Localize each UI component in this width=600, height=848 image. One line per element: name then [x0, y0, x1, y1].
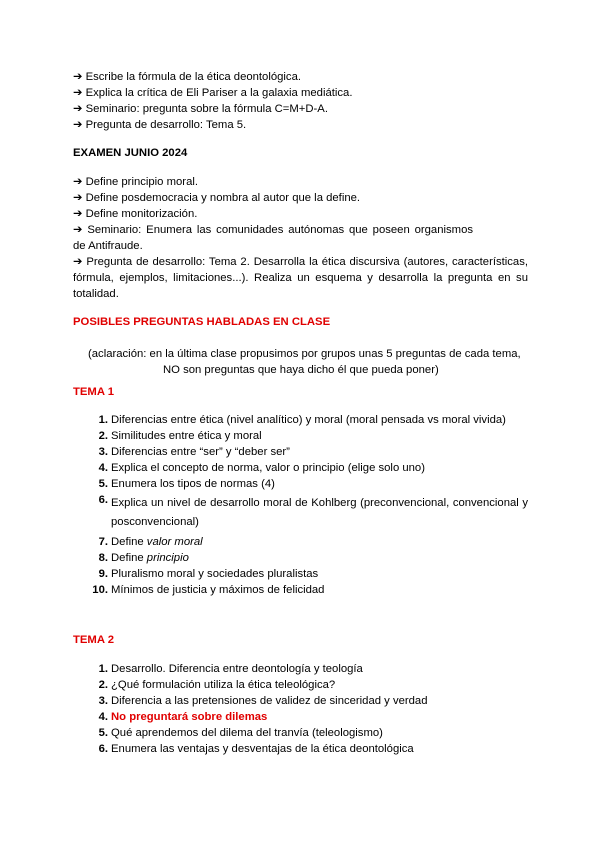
- oral-questions-heading: POSIBLES PREGUNTAS HABLADAS EN CLASE: [73, 316, 331, 328]
- list-item: ➔ Define monitorización.: [73, 208, 198, 220]
- item-number: 6.: [98, 494, 108, 506]
- item-number: 10.: [92, 584, 108, 596]
- item-text: [111, 552, 528, 564]
- item-text: Diferencia a las pretensiones de validez de sinceridad y verdad: [111, 695, 428, 707]
- list-item: [86, 446, 528, 458]
- list-item: [86, 430, 528, 442]
- list-item: [86, 743, 528, 755]
- note-line: NO son preguntas que haya dicho él que pueda poner): [163, 364, 439, 376]
- item-text: [111, 536, 528, 548]
- item-text: Similitudes entre ética y moral: [111, 430, 262, 442]
- item-text: ¿Qué formulación utiliza la ética teleológica?: [111, 679, 336, 691]
- exam-heading: EXAMEN JUNIO 2024: [73, 147, 188, 159]
- item-text: Diferencias entre ética (nivel analítico) y moral (moral pensada vs moral vivida): [111, 414, 506, 426]
- top-question-list: [73, 69, 528, 133]
- list-item: [86, 414, 528, 426]
- tema1-heading: TEMA 1: [73, 386, 115, 398]
- list-item: [86, 478, 528, 490]
- item-text: Explica un nivel de desarrollo moral de Kohlberg (preconvencional, convencional y posconvencional): [111, 497, 528, 528]
- tema1-question-list: [86, 414, 528, 596]
- item-text: Diferencias entre “ser” y “deber ser”: [111, 446, 290, 458]
- item-text: Enumera los tipos de normas (4): [111, 478, 275, 490]
- list-item: [86, 695, 528, 707]
- item-text: Pluralismo moral y sociedades pluralistas: [111, 568, 319, 580]
- list-item: [86, 679, 528, 691]
- item-number: 1.: [98, 414, 108, 426]
- item-text: Qué aprendemos del dilema del tranvía (teleologismo): [111, 727, 383, 739]
- list-item: ➔ Seminario: Enumera las comunidades autónomas que poseen organismos de Antifraude.: [73, 224, 473, 252]
- item-number: 2.: [98, 430, 108, 442]
- list-item: [86, 494, 528, 532]
- item-number: 7.: [98, 536, 108, 548]
- item-number: 3.: [98, 695, 108, 707]
- tema2-heading: TEMA 2: [73, 634, 115, 646]
- item-number: 5.: [98, 727, 108, 739]
- exam-question-list: [73, 174, 528, 302]
- item-number: 4.: [98, 711, 108, 723]
- list-item: [86, 727, 528, 739]
- list-item: [86, 568, 528, 580]
- item-number: 8.: [98, 552, 108, 564]
- item-text-italic: valor moral: [146, 536, 203, 548]
- item-number: 5.: [98, 478, 108, 490]
- item-text: Mínimos de justicia y máximos de felicidad: [111, 584, 325, 596]
- item-text-prefix: Define: [111, 552, 147, 564]
- list-item: [86, 584, 528, 596]
- item-number: 1.: [98, 663, 108, 675]
- item-number: 9.: [98, 568, 108, 580]
- item-number: 2.: [98, 679, 108, 691]
- list-item: [86, 663, 528, 675]
- list-item: [86, 711, 528, 723]
- item-text: Enumera las ventajas y desventajas de la ética deontológica: [111, 743, 414, 755]
- list-item: [86, 552, 528, 564]
- list-item: ➔ Pregunta de desarrollo: Tema 2. Desarrolla la ética discursiva (autores, características, fórmula, ejemplos, limitaciones...). Realiza un esquema y desarrolla la pregunta en su totalidad.: [73, 256, 528, 300]
- item-text: No preguntará sobre dilemas: [111, 711, 268, 723]
- item-text: Desarrollo. Diferencia entre deontología y teología: [111, 663, 363, 675]
- item-number: 6.: [98, 743, 108, 755]
- tema2-question-list: [86, 663, 528, 755]
- list-item: ➔ Pregunta de desarrollo: Tema 5.: [73, 119, 247, 131]
- list-item: ➔ Define principio moral.: [73, 176, 198, 188]
- note-line: (aclaración: en la última clase propusimos por grupos unas 5 preguntas de cada tema,: [88, 348, 521, 360]
- clarification-note: [88, 346, 528, 378]
- list-item: ➔ Explica la crítica de Eli Pariser a la galaxia mediática.: [73, 87, 353, 99]
- list-item: [86, 462, 528, 474]
- item-number: 3.: [98, 446, 108, 458]
- item-text-prefix: Define: [111, 536, 147, 548]
- item-text: Explica el concepto de norma, valor o principio (elige solo uno): [111, 462, 425, 474]
- item-number: 4.: [98, 462, 108, 474]
- list-item: ➔ Define posdemocracia y nombra al autor que la define.: [73, 192, 361, 204]
- list-item: [86, 536, 528, 548]
- list-item: ➔ Seminario: pregunta sobre la fórmula C=M+D-A.: [73, 103, 328, 115]
- item-text-italic: principio: [146, 552, 189, 564]
- list-item: ➔ Escribe la fórmula de la ética deontológica.: [73, 71, 301, 83]
